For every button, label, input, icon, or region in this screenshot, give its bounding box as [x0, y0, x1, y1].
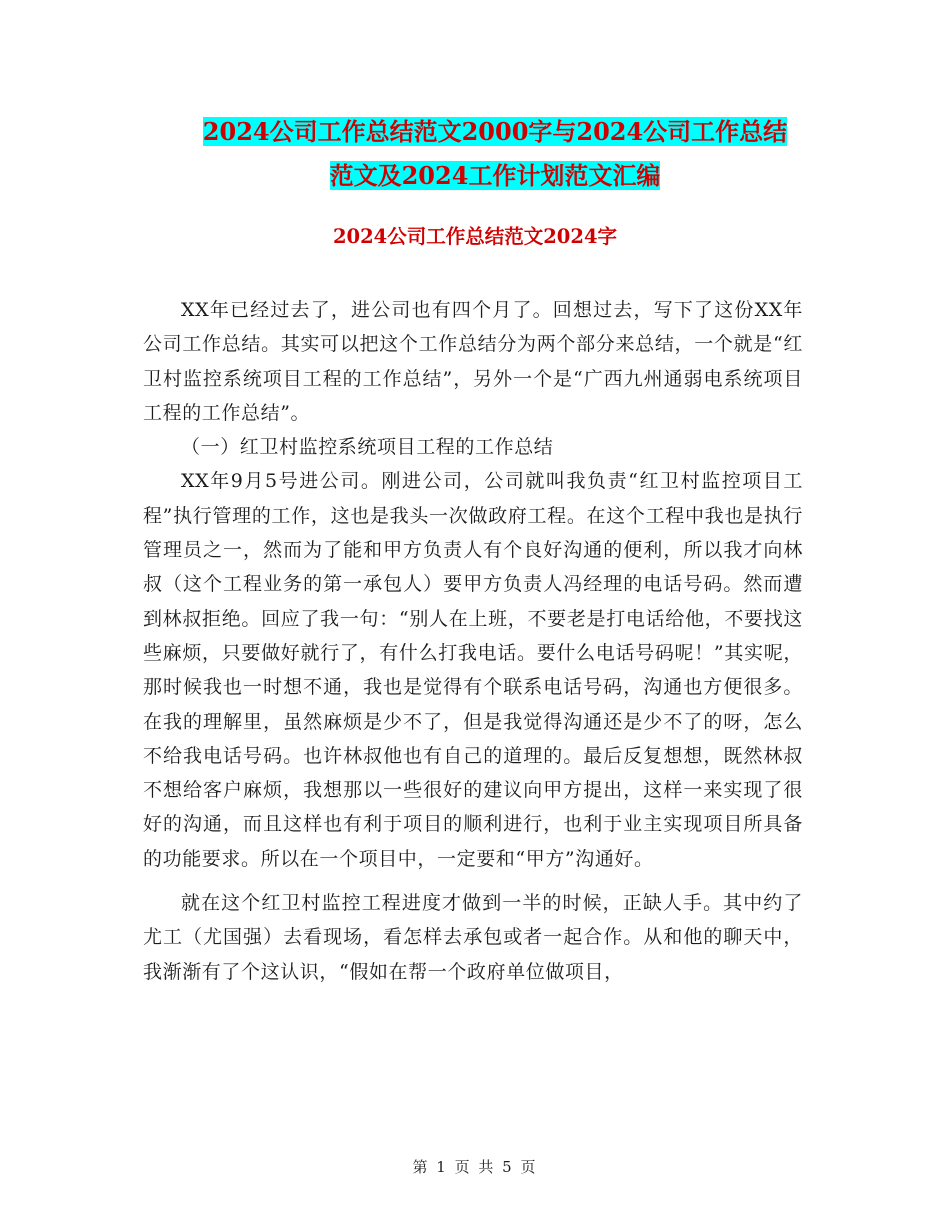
paragraph: XX年已经过去了，进公司也有四个月了。回想过去，写下了这份XX年公司工作总结。其实可以把这个工作总结分为两个部分来总结，一个就是“红卫村监控系统项目工程的工作总结”，另外一个是“广西九州通弱电系统项目工程的工作总结”。 [143, 299, 803, 424]
body-text [143, 293, 803, 989]
section-title: 2024公司工作总结范文2024字 [332, 225, 618, 248]
title-line-1: 2024公司工作总结范文2000字与2024公司工作总结 [202, 117, 788, 146]
document-title [185, 110, 805, 198]
page-footer: 第 1 页 共 5 页 [412, 1158, 538, 1176]
title-line-2: 范文及2024工作计划范文汇编 [329, 161, 661, 190]
paragraph: 就在这个红卫村监控工程进度才做到一半的时候，正缺人手。其中约了尤工（尤国强）去看现场，看怎样去承包或者一起合作。从和他的聊天中，我渐渐有了个这认识，“假如在帮一个政府单位做项目， [143, 892, 803, 983]
paragraph: XX年9月5号进公司。刚进公司，公司就叫我负责“红卫村监控项目工程”执行管理的工作，这也是我头一次做政府工程。在这个工程中我也是执行管理员之一，然而为了能和甲方负责人有个良好沟通的便利，所以我才向林叔（这个工程业务的第一承包人）要甲方负责人冯经理的电话号码。然而遭到林叔拒绝。回应了我一句：“别人在上班，不要老是打电话给他，不要找这些麻烦，只要做好就行了，有什么打我电话。要什么电话号码呢！”其实呢，那时候我也一时想不通，我也是觉得有个联系电话号码，沟通也方便很多。在我的理解里，虽然麻烦是少不了，但是我觉得沟通还是少不了的呀，怎么不给我电话号码。也许林叔他也有自己的道理的。最后反复想想，既然林叔不想给客户麻烦，我想那以一些很好的建议向甲方提出，这样一来实现了很好的沟通，而且这样也有利于项目的顺利进行，也利于业主实现项目所具备的功能要求。所以在一个项目中，一定要和“甲方”沟通好。 [143, 470, 803, 870]
section-heading: （一）红卫村监控系统项目工程的工作总结 [181, 436, 554, 459]
